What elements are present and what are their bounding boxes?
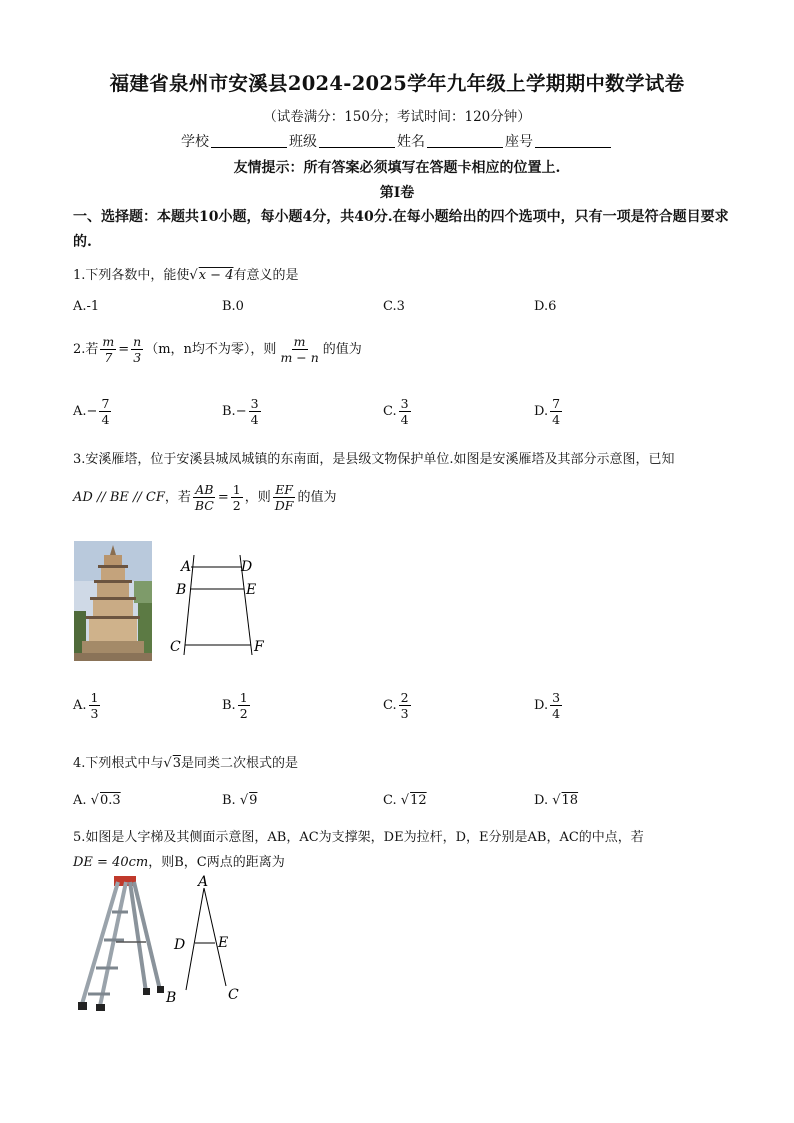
q3-option-b <box>222 690 252 721</box>
label-b: B <box>166 990 177 1006</box>
option-label: A. <box>73 404 87 419</box>
q2-option-c <box>383 396 413 427</box>
frac-num: 3 <box>552 690 561 705</box>
frac-num: 1 <box>232 482 241 497</box>
option-fraction <box>399 396 411 427</box>
frac-den: 4 <box>552 706 561 721</box>
q2-fraction-target <box>278 334 320 365</box>
sqrt-symbol: √ <box>163 756 172 771</box>
option-fraction <box>238 690 250 721</box>
frac-den: BC <box>194 498 214 513</box>
label-f: F <box>254 639 264 655</box>
question-3-line2 <box>73 482 336 513</box>
frac-num: 1 <box>239 690 248 705</box>
label-c: C <box>170 639 181 655</box>
name-label: 姓名 <box>397 134 425 150</box>
option-label: A. <box>73 698 87 713</box>
q2-stem-pre: 2.若 <box>73 342 99 357</box>
exam-subtitle: （试卷满分：150分；考试时间：120分钟） <box>263 109 531 125</box>
q3-parallel: AD // BE // CF <box>73 490 165 505</box>
frac-num: m <box>293 334 306 349</box>
q2-stem-mid: （m，n均不为零），则 <box>145 342 277 357</box>
q4-radicand: 3 <box>172 756 181 771</box>
pagoda-photo <box>74 541 152 661</box>
option-label: C. <box>383 404 397 419</box>
q3-ruo: ，若 <box>164 490 191 505</box>
frac-den: m − n <box>280 350 319 365</box>
segment-ab <box>186 888 204 990</box>
frac-num: AB <box>195 482 214 497</box>
frac-den: 4 <box>552 412 561 427</box>
frac-num: 1 <box>90 690 99 705</box>
question-1 <box>73 264 298 283</box>
option-radicand: 0.3 <box>99 793 121 808</box>
q1-option-b: B.0 <box>222 299 244 314</box>
option-fraction <box>249 396 261 427</box>
frac-den: 3 <box>133 350 142 365</box>
q5-stem-post: ，则B，C两点的距离为 <box>148 855 285 870</box>
label-c: C <box>228 987 239 1003</box>
q4-option-c <box>383 793 427 808</box>
equals: = <box>118 342 130 357</box>
option-label: D. <box>534 793 549 808</box>
q1-option-c: C.3 <box>383 299 405 314</box>
exam-title: 福建省泉州市安溪县2024-2025学年九年级上学期期中数学试卷 <box>109 72 685 95</box>
option-label: D. <box>534 404 549 419</box>
school-blank <box>211 133 287 148</box>
label-d: D <box>241 559 253 575</box>
q4-stem-pre: 4.下列根式中与 <box>73 756 164 771</box>
question-4 <box>73 752 298 771</box>
frac-den: 4 <box>400 412 409 427</box>
q3-fraction-half <box>231 482 243 513</box>
option-label: B. <box>222 793 236 808</box>
q5-de-length: DE = 40cm <box>73 855 149 870</box>
frac-den: 2 <box>232 498 241 513</box>
frac-num: m <box>102 334 115 349</box>
frac-num: EF <box>275 482 293 497</box>
frac-num: 3 <box>400 396 409 411</box>
class-blank <box>319 133 395 148</box>
q3-ze: ，则 <box>244 490 271 505</box>
option-radicand: 9 <box>249 793 258 808</box>
q2-option-b <box>222 396 263 427</box>
frac-den: 3 <box>90 706 99 721</box>
option-label: A. <box>73 793 87 808</box>
label-a: A <box>198 874 209 890</box>
option-label: C. <box>383 793 397 808</box>
frac-den: 7 <box>104 350 113 365</box>
q1-radicand: x − 4 <box>198 268 234 283</box>
frac-den: 3 <box>400 706 409 721</box>
q1-stem-post: 有意义的是 <box>233 268 299 283</box>
question-2 <box>73 334 362 365</box>
frac-num: 7 <box>101 396 110 411</box>
q4-option-a <box>73 793 121 808</box>
seat-blank <box>535 133 611 148</box>
label-b: B <box>176 582 187 598</box>
q2-stem-post: 的值为 <box>322 342 362 357</box>
frac-den: 4 <box>101 412 110 427</box>
seat-label: 座号 <box>505 134 533 150</box>
q3-option-a <box>73 690 102 721</box>
name-blank <box>427 133 503 148</box>
option-fraction <box>99 396 111 427</box>
label-a: A <box>181 559 192 575</box>
sqrt-symbol: √ <box>552 793 561 808</box>
q3-option-c <box>383 690 413 721</box>
q1-option-a: A.-1 <box>73 299 100 314</box>
q1-option-d: D.6 <box>534 299 557 314</box>
option-sign: − <box>86 404 98 419</box>
q4-option-d <box>534 793 578 808</box>
q2-option-a <box>73 396 113 427</box>
option-fraction <box>550 396 562 427</box>
q4-stem-post: 是同类二次根式的是 <box>180 756 298 771</box>
q3-fraction-ab-bc <box>193 482 216 513</box>
q3-parallel-lines-diagram <box>165 555 275 660</box>
option-sign: − <box>235 404 247 419</box>
q2-fraction-n3 <box>131 334 143 365</box>
option-label: B. <box>222 404 236 419</box>
option-radicand: 12 <box>410 793 427 808</box>
label-d: D <box>174 937 186 953</box>
student-info-line <box>0 131 794 151</box>
option-fraction <box>550 690 562 721</box>
frac-den: 4 <box>250 412 259 427</box>
question-3-line1: 3.安溪雁塔，位于安溪县城凤城镇的东南面，是县级文物保护单位.如图是安溪雁塔及其部分示意图，已知 <box>73 452 675 467</box>
q2-option-d <box>534 396 564 427</box>
frac-num: n <box>133 334 142 349</box>
option-label: B. <box>222 698 236 713</box>
q3-post: 的值为 <box>297 490 337 505</box>
equals: = <box>217 490 229 505</box>
frac-num: 2 <box>400 690 409 705</box>
ladder-photo <box>76 872 166 1012</box>
sqrt-symbol: √ <box>90 793 99 808</box>
q2-fraction-m7 <box>100 334 116 365</box>
q3-option-d <box>534 690 564 721</box>
frac-num: 3 <box>250 396 259 411</box>
sqrt-symbol: √ <box>400 793 410 808</box>
frac-num: 7 <box>552 396 561 411</box>
section-heading: 一、选择题：本题共10小题，每小题4分，共40分.在每小题给出的四个选项中，只有一项是符合题目要求的. <box>73 209 729 250</box>
class-label: 班级 <box>289 134 317 150</box>
q5-ladder-diagram <box>160 872 260 1007</box>
option-fraction <box>399 690 411 721</box>
option-label: C. <box>383 698 397 713</box>
option-label: D. <box>534 698 549 713</box>
friendly-tip: 友情提示：所有答案必须填写在答题卡相应的位置上. <box>233 160 561 176</box>
label-e: E <box>246 582 257 598</box>
question-5-line1: 5.如图是人字梯及其侧面示意图，AB，AC为支撑架，DE为拉杆，D，E分别是AB，AC的中点，若 <box>73 830 644 845</box>
sqrt-symbol: √ <box>189 268 198 283</box>
school-label: 学校 <box>181 134 209 150</box>
option-radicand: 18 <box>561 793 579 808</box>
sqrt-symbol: √ <box>239 793 249 808</box>
q3-fraction-ef-df <box>273 482 296 513</box>
frac-den: DF <box>274 498 294 513</box>
q1-stem-pre: 1.下列各数中，能使 <box>73 268 190 283</box>
option-fraction <box>89 690 101 721</box>
q4-option-b <box>222 793 257 808</box>
frac-den: 2 <box>239 706 248 721</box>
label-e: E <box>218 935 229 951</box>
volume-label: 第Ⅰ卷 <box>379 185 415 201</box>
question-5-line2 <box>73 851 285 870</box>
